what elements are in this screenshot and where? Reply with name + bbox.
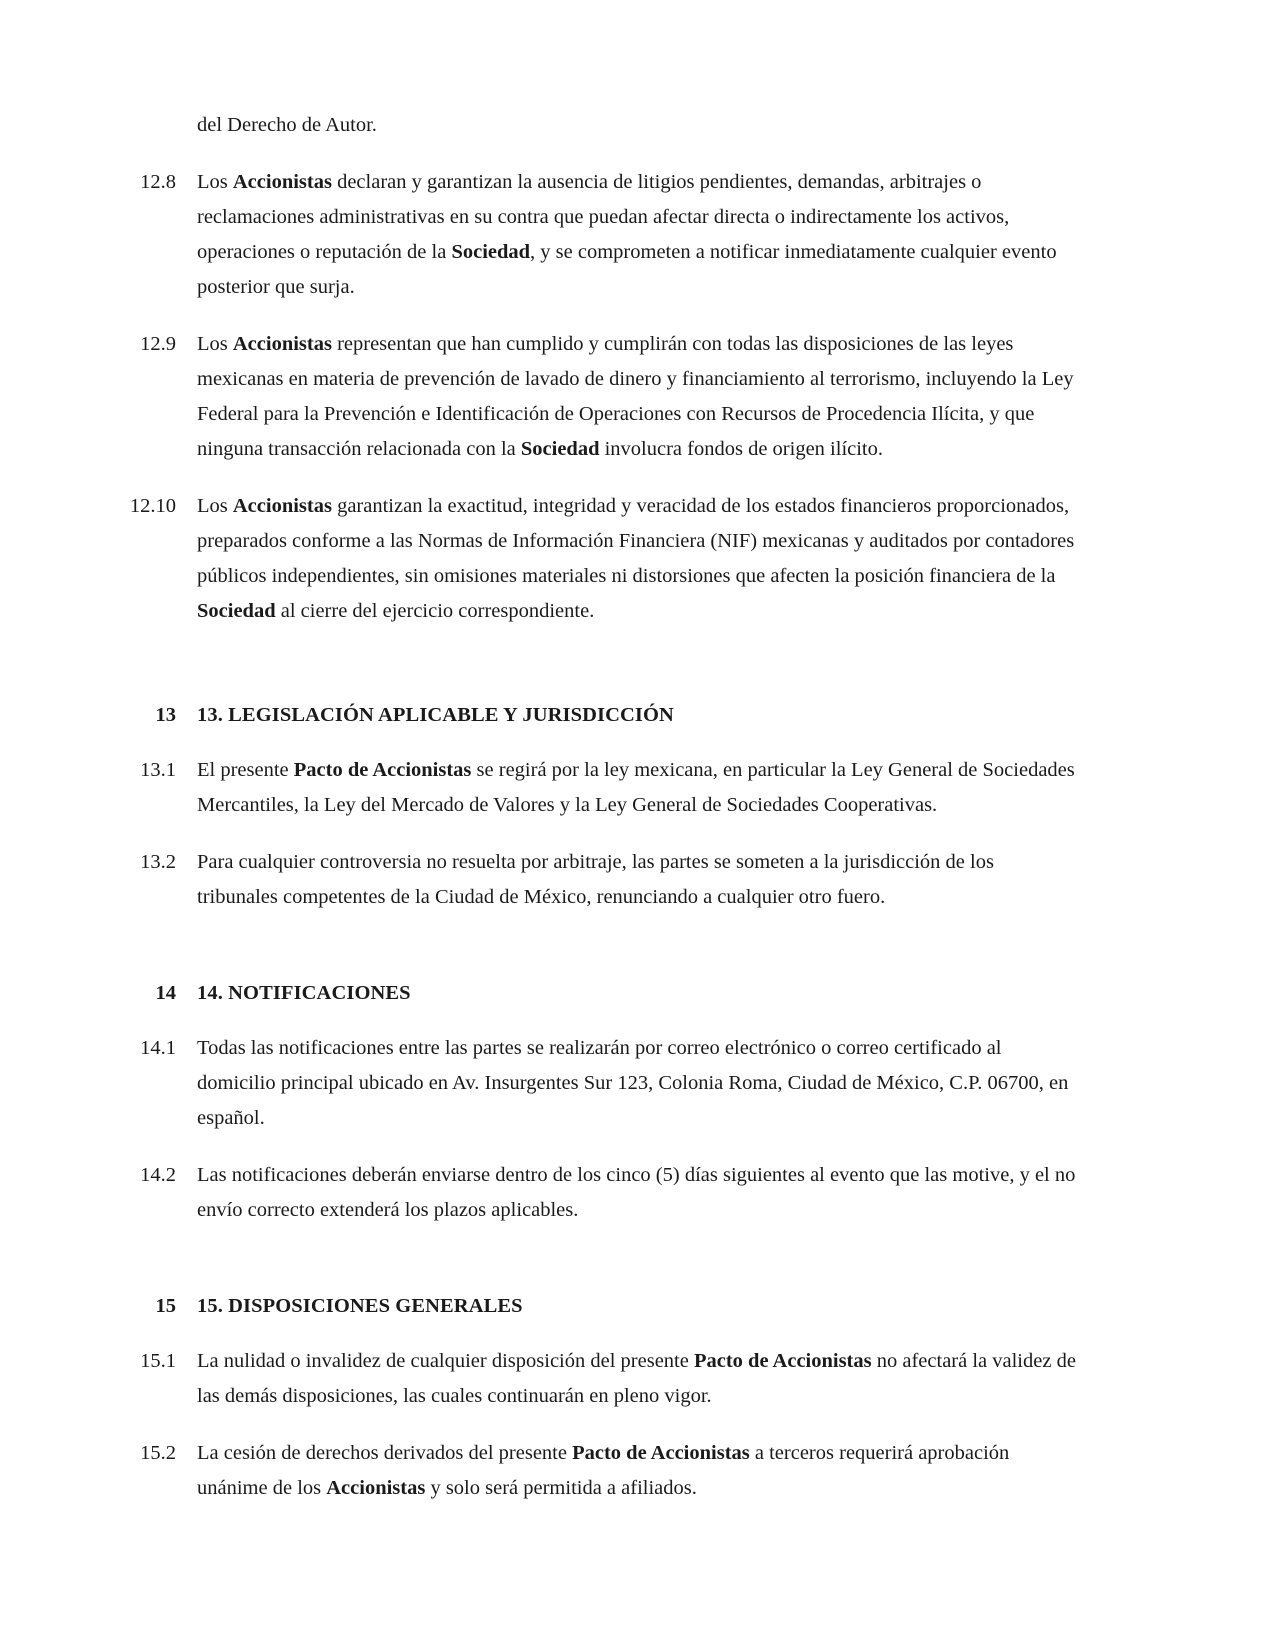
clause-text-run: La nulidad o invalidez de cualquier disposición del presente [197, 1350, 694, 1372]
clause-body [197, 165, 1078, 305]
clause-text-run: garantizan la exactitud, integridad y veracidad de los estados financieros proporcionados, preparados conforme a las Normas de Información Financiera (NIF) mexicanas y auditados por contadores públicos independientes, sin omisiones materiales ni distorsiones que afecten la posición financiera de la [197, 495, 1075, 587]
clause-number: 12.8 [140, 171, 176, 193]
section-heading-15 [123, 1290, 1078, 1322]
section-title: 13. LEGISLACIÓN APLICABLE Y JURISDICCIÓN [197, 704, 674, 726]
clause-body [197, 489, 1078, 629]
clause-text-run: al cierre del ejercicio correspondiente. [275, 600, 595, 622]
emphasis-term: Pacto de Accionistas [693, 1350, 872, 1372]
clause-number: 13.2 [140, 851, 176, 873]
section-number: 13 [155, 704, 176, 726]
clause-15.2 [123, 1436, 1078, 1506]
clause-text-run: y solo será permitida a afiliados. [425, 1477, 697, 1499]
section-title: 15. DISPOSICIONES GENERALES [197, 1295, 523, 1317]
section-title: 14. NOTIFICACIONES [197, 982, 411, 1004]
clause-number: 14.1 [140, 1037, 176, 1059]
clause-14.1 [123, 1031, 1078, 1136]
document-body [123, 108, 1078, 1506]
clause-text-run: Los [197, 495, 233, 517]
clause-number: 15.1 [140, 1350, 176, 1372]
emphasis-term: Sociedad [520, 438, 600, 460]
clause-14.2 [123, 1158, 1078, 1228]
emphasis-term: Pacto de Accionistas [572, 1442, 750, 1464]
clause-number: 15.2 [140, 1442, 176, 1464]
clause-12.8 [123, 165, 1078, 305]
clause-text-run: representan que han cumplido y cumplirán con todas las disposiciones de las leyes mexicanas en materia de prevención de lavado de dinero y financiamiento al terrorismo, incluyendo la Ley Federal para la Prevención e Identificación de Operaciones con Recursos de Procedencia Ilícita, y que ninguna transacción relacionada con la [197, 333, 1074, 460]
clause-13.1 [123, 753, 1078, 823]
clause-body [197, 1031, 1078, 1136]
clause-15.1 [123, 1344, 1078, 1414]
clause-number: 12.9 [140, 333, 176, 355]
emphasis-term: Accionistas [326, 1477, 426, 1499]
clause-body [197, 1436, 1078, 1506]
section-number: 14 [155, 982, 176, 1004]
clause-13.2 [123, 845, 1078, 915]
clause-text-run: Todas las notificaciones entre las partes se realizarán por correo electrónico o correo certificado al domicilio principal ubicado en Av. Insurgentes Sur 123, Colonia Roma, Ciudad de México, C.P. 06700, en español. [197, 1037, 1069, 1129]
emphasis-term: Accionistas [232, 333, 332, 355]
clause-12.10 [123, 489, 1078, 629]
sections-container [123, 699, 1078, 1506]
clause-text-run: involucra fondos de origen ilícito. [599, 438, 884, 460]
emphasis-term: Sociedad [451, 241, 531, 263]
clause-body [197, 1344, 1078, 1414]
clause-group-12 [123, 165, 1078, 629]
clause-body [197, 327, 1078, 467]
emphasis-term: Sociedad [197, 600, 276, 622]
clause-number: 12.10 [129, 495, 176, 517]
clause-text-run: , y se comprometen a notificar inmediatamente cualquier evento posterior que surja. [197, 241, 1057, 298]
clause-text-run: Los [197, 171, 233, 193]
clause-text-run: Para cualquier controversia no resuelta por arbitraje, las partes se someten a la jurisdicción de los tribunales competentes de la Ciudad de México, renunciando a cualquier otro fuero. [197, 851, 994, 908]
clause-body [197, 845, 1078, 915]
clause-text-run: no afectará la validez de las demás disposiciones, las cuales continuarán en pleno vigor. [197, 1350, 1076, 1407]
emphasis-term: Pacto de Accionistas [293, 759, 472, 781]
continued-paragraph: del Derecho de Autor. [197, 114, 377, 136]
clause-12.9 [123, 327, 1078, 467]
section-heading-14 [123, 977, 1078, 1009]
emphasis-term: Accionistas [232, 495, 332, 517]
clause-text-run: Los [197, 333, 233, 355]
clause-text-run: declaran y garantizan la ausencia de litigios pendientes, demandas, arbitrajes o reclamaciones administrativas en su contra que puedan afectar directa o indirectamente los activos, operaciones o reputación de la [197, 171, 1010, 263]
clause-body [197, 753, 1078, 823]
clause-text-run: La cesión de derechos derivados del presente [197, 1442, 573, 1464]
clause-text-run: El presente [197, 759, 294, 781]
clause-text-run: se regirá por la ley mexicana, en particular la Ley General de Sociedades Mercantiles, la Ley del Mercado de Valores y la Ley General de Sociedades Cooperativas. [197, 759, 1075, 816]
clause-body [197, 1158, 1078, 1228]
clause-number: 14.2 [140, 1164, 176, 1186]
emphasis-term: Accionistas [232, 171, 332, 193]
clause-text-run: Las notificaciones deberán enviarse dentro de los cinco (5) días siguientes al evento que las motive, y el no envío correcto extenderá los plazos aplicables. [197, 1164, 1076, 1221]
section-heading-13 [123, 699, 1078, 731]
clause-number: 13.1 [140, 759, 176, 781]
clause-text-run: a terceros requerirá aprobación unánime de los [197, 1442, 1010, 1499]
section-number: 15 [155, 1295, 176, 1317]
